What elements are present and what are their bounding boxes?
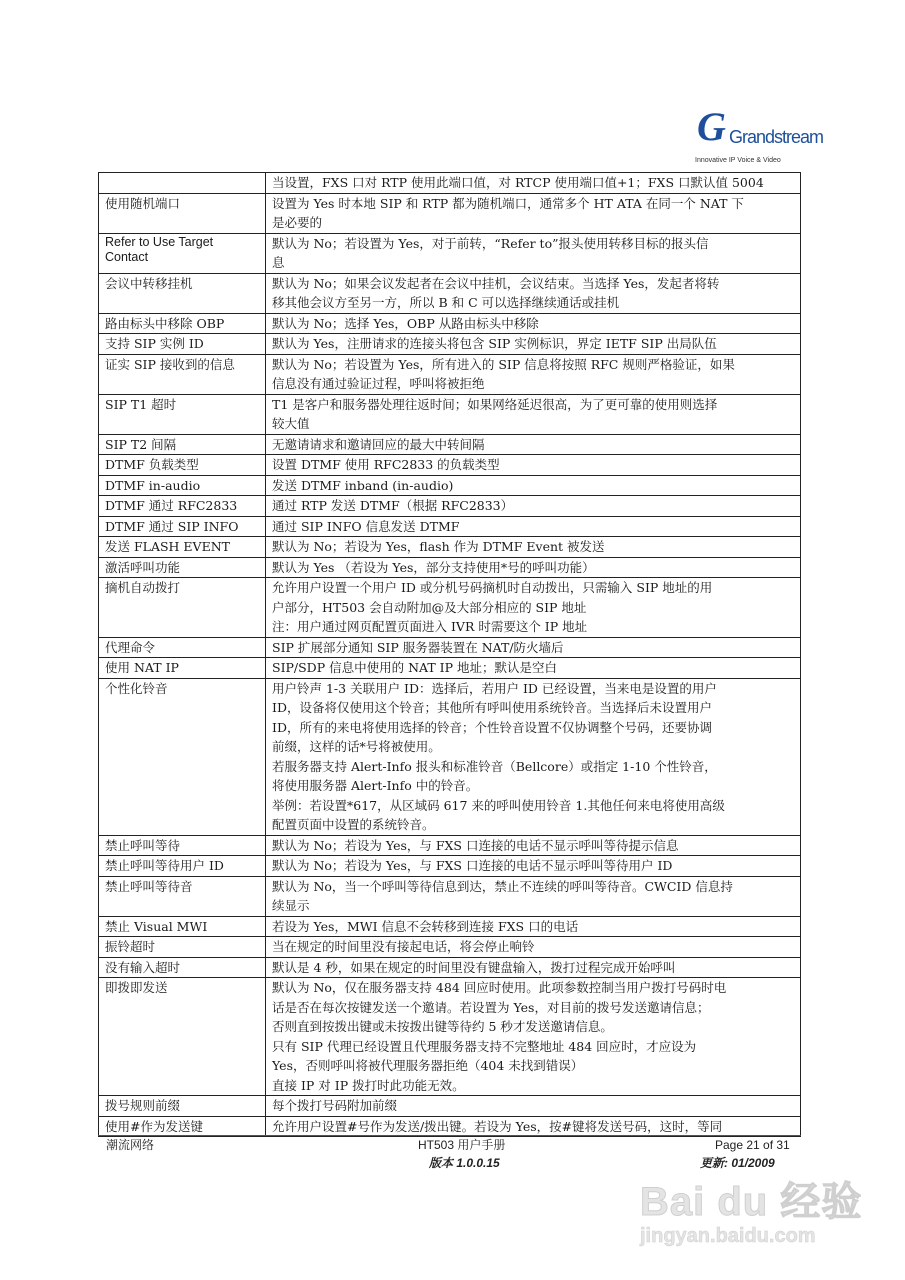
setting-description bbox=[266, 678, 801, 835]
setting-description bbox=[266, 334, 801, 355]
logo-brand: Grandstream bbox=[729, 127, 824, 147]
setting-name: 发送 FLASH EVENT bbox=[99, 537, 266, 558]
description-line: 前缀，这样的话*号将被使用。 bbox=[272, 739, 441, 754]
description-line: SIP 扩展部分通知 SIP 服务器装置在 NAT/防火墙后 bbox=[272, 639, 564, 655]
setting-description bbox=[266, 537, 801, 558]
setting-name: DTMF in-audio bbox=[99, 475, 266, 496]
table-row bbox=[99, 557, 801, 578]
setting-name: 路由标头中移除 OBP bbox=[99, 313, 266, 334]
setting-description bbox=[266, 978, 801, 1096]
table-row bbox=[99, 233, 801, 273]
description-line: 信息没有通过验证过程，呼叫将被拒绝 bbox=[272, 376, 485, 391]
footer-version: 版本 1.0.0.15 bbox=[429, 1156, 500, 1170]
grandstream-logo bbox=[695, 104, 824, 168]
description-line: 默认为 No；若设置为 Yes，对于前转，“Refer to”报头使用转移目标的报头信 bbox=[272, 235, 709, 251]
setting-name: 摘机自动拨打 bbox=[99, 578, 266, 638]
description-line: 每个拨打号码附加前缀 bbox=[272, 1098, 398, 1113]
table-row bbox=[99, 496, 801, 517]
table-row bbox=[99, 475, 801, 496]
description-line: ID，所有的来电将使用选择的铃音；个性铃音设置不仅协调整个号码，还要协调 bbox=[272, 719, 712, 735]
description-line: 默认为 No；若设为 Yes，与 FXS 口连接的电话不显示呼叫等待用户 ID bbox=[272, 858, 673, 873]
description-line: 默认为 No；如果会议发起者在会议中挂机，会议结束。当选择 Yes，发起者将转 bbox=[272, 275, 720, 291]
table-row bbox=[99, 173, 801, 194]
description-line: 将使用服务器 Alert-Info 中的铃音。 bbox=[272, 778, 479, 793]
setting-description bbox=[266, 496, 801, 517]
description-line: 通过 RTP 发送 DTMF（根据 RFC2833） bbox=[272, 498, 514, 513]
table-row bbox=[99, 434, 801, 455]
description-line: 默认为 Yes，注册请求的连接头将包含 SIP 实例标识，界定 IETF SIP 出局队伍 bbox=[272, 336, 717, 351]
setting-description bbox=[266, 637, 801, 658]
setting-name: 禁止呼叫等待用户 ID bbox=[99, 856, 266, 877]
description-line: 默认是 4 秒，如果在规定的时间里没有键盘输入，拨打过程完成开始呼叫 bbox=[272, 959, 676, 975]
table-row bbox=[99, 937, 801, 958]
table-row bbox=[99, 394, 801, 434]
setting-description bbox=[266, 1116, 801, 1137]
table-row bbox=[99, 856, 801, 877]
table-row bbox=[99, 957, 801, 978]
setting-name: DTMF 负载类型 bbox=[99, 455, 266, 476]
setting-name: 禁止呼叫等待 bbox=[99, 835, 266, 856]
setting-name: 会议中转移挂机 bbox=[99, 273, 266, 313]
description-line: 设置为 Yes 时本地 SIP 和 RTP 都为随机端口，通常多个 HT ATA 在同一个 NAT 下 bbox=[272, 195, 744, 211]
setting-name: 禁止呼叫等待音 bbox=[99, 876, 266, 916]
description-line: ID，设备将仅使用这个铃音；其他所有呼叫使用系统铃音。当选择后未设置用户 bbox=[272, 700, 712, 715]
setting-description bbox=[266, 434, 801, 455]
settings-table bbox=[98, 172, 801, 1137]
setting-description bbox=[266, 273, 801, 313]
description-line: 续显示 bbox=[272, 898, 310, 913]
setting-description bbox=[266, 475, 801, 496]
description-line: 用户铃声 1-3 关联用户 ID：选择后，若用户 ID 已经设置，当来电是设置的用户 bbox=[272, 680, 717, 696]
table-row bbox=[99, 334, 801, 355]
baidu-watermark bbox=[640, 1180, 862, 1248]
setting-description bbox=[266, 557, 801, 578]
description-line: 举例：若设置*617，从区域码 617 来的呼叫使用铃音 1.其他任何来电将使用高级 bbox=[272, 797, 725, 813]
description-line: Yes，否则呼叫将被代理服务器拒绝（404 未找到错误） bbox=[272, 1058, 584, 1073]
table-row bbox=[99, 193, 801, 233]
setting-name: 禁止 Visual MWI bbox=[99, 916, 266, 937]
setting-name: 使用随机端口 bbox=[99, 193, 266, 233]
description-line: 默认为 No，当一个呼叫等待信息到达，禁止不连续的呼叫等待音。CWCID 信息持 bbox=[272, 878, 733, 894]
description-line: 默认为 Yes （若设为 Yes，部分支持使用*号的呼叫功能） bbox=[272, 559, 595, 575]
logo-g-mark: G bbox=[697, 104, 726, 149]
table-row bbox=[99, 916, 801, 937]
description-line: SIP/SDP 信息中使用的 NAT IP 地址；默认是空白 bbox=[272, 660, 557, 675]
description-line: T1 是客户和服务器处理往返时间；如果网络延迟很高，为了更可靠的使用则选择 bbox=[272, 396, 718, 412]
setting-description bbox=[266, 658, 801, 679]
table-row bbox=[99, 978, 801, 1096]
description-line: 默认为 No；若设置为 Yes，所有进入的 SIP 信息将按照 RFC 规则严格验证，如果 bbox=[272, 356, 735, 372]
setting-name: 即拨即发送 bbox=[99, 978, 266, 1096]
setting-description bbox=[266, 193, 801, 233]
table-row bbox=[99, 537, 801, 558]
footer-updated: 更新: 01/2009 bbox=[700, 1156, 775, 1170]
setting-name: 激活呼叫功能 bbox=[99, 557, 266, 578]
description-line: 较大值 bbox=[272, 416, 310, 431]
description-line: 默认为 No，仅在服务器支持 484 回应时使用。此项参数控制当用户拨打号码时电 bbox=[272, 980, 727, 995]
table-row bbox=[99, 876, 801, 916]
description-line: 直接 IP 对 IP 拨打时此功能无效。 bbox=[272, 1077, 465, 1093]
setting-description bbox=[266, 1096, 801, 1117]
description-line: 无邀请请求和邀请回应的最大中转间隔 bbox=[272, 436, 485, 452]
footer-manual-title: HT503 用户手册 bbox=[418, 1138, 506, 1152]
description-line: 发送 DTMF inband (in-audio) bbox=[272, 477, 454, 493]
table-row bbox=[99, 678, 801, 835]
table-row bbox=[99, 835, 801, 856]
table-row bbox=[99, 1096, 801, 1117]
setting-name: 没有输入超时 bbox=[99, 957, 266, 978]
setting-description bbox=[266, 394, 801, 434]
description-line: 设置 DTMF 使用 RFC2833 的负载类型 bbox=[272, 457, 500, 472]
table-row bbox=[99, 354, 801, 394]
description-line: 当设置，FXS 口对 RTP 使用此端口值，对 RTCP 使用端口值+1；FXS 口默认值 5004 bbox=[272, 175, 764, 190]
description-line: 通过 SIP INFO 信息发送 DTMF bbox=[272, 518, 460, 534]
table-row bbox=[99, 578, 801, 638]
description-line: 允许用户设置#号作为发送/拨出键。若设为 Yes，按#键将发送号码，这时，等同 bbox=[272, 1118, 723, 1134]
description-line: 当在规定的时间里没有接起电话，将会停止响铃 bbox=[272, 939, 535, 954]
footer-divider bbox=[98, 1135, 801, 1136]
table-row bbox=[99, 658, 801, 679]
table-row bbox=[99, 455, 801, 476]
setting-description bbox=[266, 173, 801, 194]
setting-description bbox=[266, 516, 801, 537]
table-row bbox=[99, 313, 801, 334]
description-line: 允许用户设置一个用户 ID 或分机号码摘机时自动拨出，只需输入 SIP 地址的用 bbox=[272, 580, 713, 595]
description-line: 户部分，HT503 会自动附加@及大部分相应的 SIP 地址 bbox=[272, 599, 587, 615]
table-row bbox=[99, 637, 801, 658]
setting-name: 证实 SIP 接收到的信息 bbox=[99, 354, 266, 394]
setting-description bbox=[266, 876, 801, 916]
footer-company: 潮流网络 bbox=[106, 1138, 155, 1152]
setting-name: 代理命令 bbox=[99, 637, 266, 658]
setting-description bbox=[266, 856, 801, 877]
setting-description bbox=[266, 916, 801, 937]
setting-name: SIP T1 超时 bbox=[99, 394, 266, 434]
setting-name: SIP T2 间隔 bbox=[99, 434, 266, 455]
table-row bbox=[99, 516, 801, 537]
description-line: 默认为 No；选择 Yes，OBP 从路由标头中移除 bbox=[272, 315, 539, 331]
setting-description bbox=[266, 313, 801, 334]
description-line: 若设为 Yes，MWI 信息不会转移到连接 FXS 口的电话 bbox=[272, 918, 579, 934]
description-line: 否则直到按拨出键或未按拨出键等待约 5 秒才发送邀请信息。 bbox=[272, 1019, 613, 1034]
setting-name: 振铃超时 bbox=[99, 937, 266, 958]
description-line: 注：用户通过网页配置页面进入 IVR 时需要这个 IP 地址 bbox=[272, 619, 588, 634]
description-line: 若服务器支持 Alert-Info 报头和标准铃音（Bellcore）或指定 1-10 个性铃音， bbox=[272, 758, 717, 774]
description-line: 默认为 No；若设为 Yes，flash 作为 DTMF Event 被发送 bbox=[272, 539, 605, 554]
setting-description bbox=[266, 957, 801, 978]
watermark-url: jingyan.baidu.com bbox=[640, 1225, 816, 1247]
setting-name: 支持 SIP 实例 ID bbox=[99, 334, 266, 355]
setting-description bbox=[266, 354, 801, 394]
description-line: 话是否在每次按键发送一个邀请。若设置为 Yes，对目前的拨号发送邀请信息； bbox=[272, 999, 710, 1015]
setting-name: DTMF 通过 SIP INFO bbox=[99, 516, 266, 537]
footer-page-number: Page 21 of 31 bbox=[715, 1138, 790, 1152]
setting-description bbox=[266, 835, 801, 856]
setting-name bbox=[99, 173, 266, 194]
setting-name: 拨号规则前缀 bbox=[99, 1096, 266, 1117]
setting-name: 使用#作为发送键 bbox=[99, 1116, 266, 1137]
description-line: 移其他会议方至另一方，所以 B 和 C 可以选择继续通话或挂机 bbox=[272, 295, 620, 310]
setting-name: 个性化铃音 bbox=[99, 678, 266, 835]
description-line: 默认为 No；若设为 Yes，与 FXS 口连接的电话不显示呼叫等待提示信息 bbox=[272, 837, 679, 853]
table-row bbox=[99, 1116, 801, 1137]
description-line: 是必要的 bbox=[272, 215, 323, 230]
description-line: 只有 SIP 代理已经设置且代理服务器支持不完整地址 484 回应时，才应设为 bbox=[272, 1038, 697, 1054]
setting-description bbox=[266, 937, 801, 958]
table-row bbox=[99, 273, 801, 313]
setting-description bbox=[266, 578, 801, 638]
watermark-brand: Bai du 经验 bbox=[640, 1180, 863, 1224]
setting-name: DTMF 通过 RFC2833 bbox=[99, 496, 266, 517]
setting-description bbox=[266, 455, 801, 476]
description-line: 息 bbox=[272, 255, 285, 270]
setting-description bbox=[266, 233, 801, 273]
description-line: 配置页面中设置的系统铃音。 bbox=[272, 817, 435, 832]
logo-tagline: Innovative IP Voice & Video bbox=[695, 157, 781, 164]
setting-name: Refer to Use Target Contact bbox=[99, 233, 266, 273]
setting-name: 使用 NAT IP bbox=[99, 658, 266, 679]
